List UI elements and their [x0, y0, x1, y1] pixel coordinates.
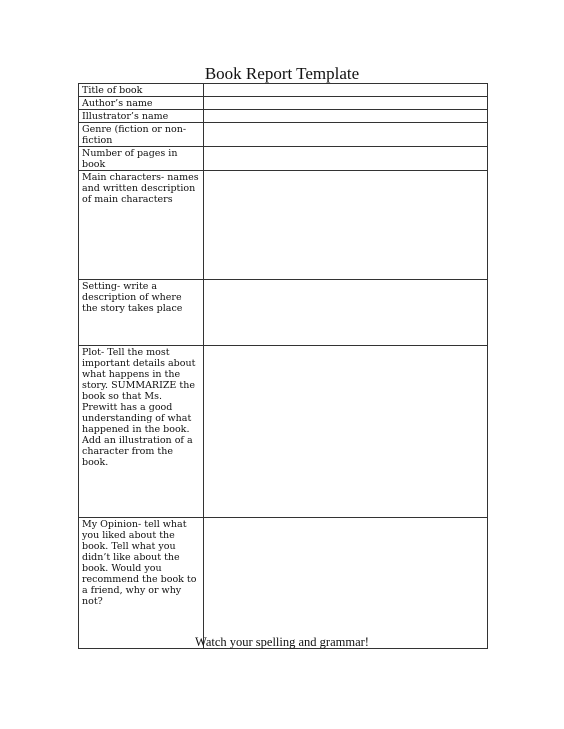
- table-row: [79, 171, 488, 280]
- row-label-my-opinion: My Opinion- tell what you liked about the book. Tell what you didn’t like about the book. Would you recommend the book to a friend, why or why not?: [79, 518, 204, 649]
- table-row: [79, 110, 488, 123]
- table-row: [79, 147, 488, 171]
- row-label-authors-name: Author’s name: [79, 97, 204, 110]
- row-label-illustrators-name: Illustrator’s name: [79, 110, 204, 123]
- answer-field-setting[interactable]: [204, 280, 488, 346]
- table-row: [79, 97, 488, 110]
- page-title: Book Report Template: [204, 64, 360, 83]
- table-row: [79, 280, 488, 346]
- row-label-setting: Setting- write a description of where the story takes place: [79, 280, 204, 346]
- row-label-number-of-pages: Number of pages in book: [79, 147, 204, 171]
- answer-field-authors-name[interactable]: [204, 97, 488, 110]
- row-label-main-characters: Main characters- names and written description of main characters: [79, 171, 204, 280]
- footer-note: Watch your spelling and grammar!: [195, 635, 369, 649]
- table-row: [79, 346, 488, 518]
- answer-field-plot[interactable]: [204, 346, 488, 518]
- row-label-plot: Plot- Tell the most important details about what happens in the story. SUMMARIZE the book so that Ms. Prewitt has a good understanding of what happened in the book. Add an illustration of a character from the book.: [79, 346, 204, 518]
- table-row: [79, 123, 488, 147]
- row-label-title-of-book: Title of book: [79, 84, 204, 97]
- book-report-table: [78, 83, 488, 649]
- row-label-genre: Genre (fiction or non-fiction: [79, 123, 204, 147]
- table-row: [79, 518, 488, 649]
- table-row: [79, 84, 488, 97]
- answer-field-title-of-book[interactable]: [204, 84, 488, 97]
- answer-field-illustrators-name[interactable]: [204, 110, 488, 123]
- answer-field-genre[interactable]: [204, 123, 488, 147]
- answer-field-number-of-pages[interactable]: [204, 147, 488, 171]
- answer-field-main-characters[interactable]: [204, 171, 488, 280]
- answer-field-my-opinion[interactable]: [204, 518, 488, 649]
